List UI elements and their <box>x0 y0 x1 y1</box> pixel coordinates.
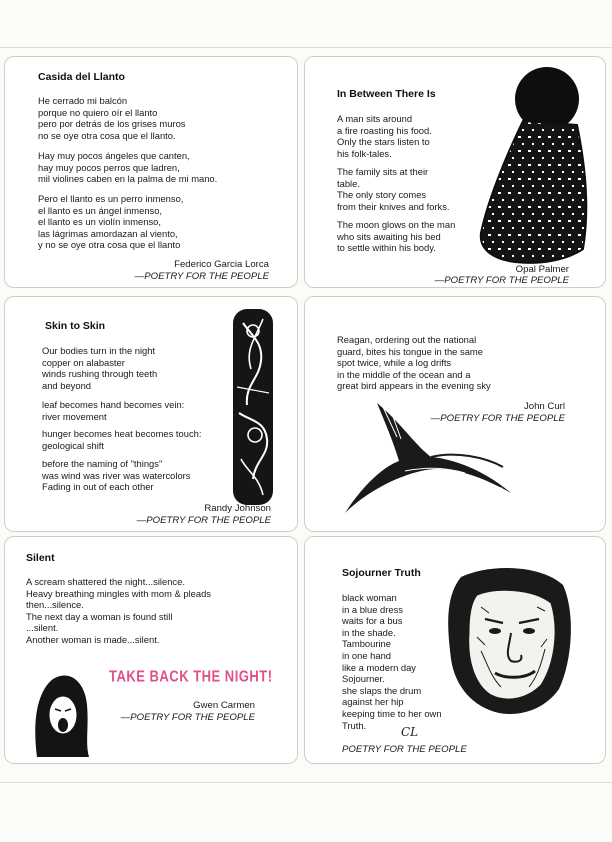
poem-author: Federico Garcia Lorca <box>174 259 269 270</box>
poem-stanza-2: leaf becomes hand becomes vein: river movement <box>42 399 185 422</box>
poem-stanza-2: The family sits at their table. The only story comes from their knives and forks. <box>337 166 450 212</box>
poem-stanza-1: black woman in a blue dress waits for a bus in the shade. Tambourine in one hand like a modern day Sojourner. she slaps the drum against her hip keeping time to her own Truth. <box>342 592 442 731</box>
poem-title: Skin to Skin <box>45 320 106 332</box>
poem-stanza-2: Hay muy pocos ángeles que canten, hay muy pocos perros que ladren, mil violines caben en la palma de mi mano. <box>38 150 218 185</box>
poem-credit: POETRY FOR THE PEOPLE <box>342 744 467 755</box>
poem-credit: —POETRY FOR THE PEOPLE <box>136 515 271 526</box>
poem-card-skin-to-skin <box>4 296 298 532</box>
poem-author: Randy Johnson <box>204 503 271 514</box>
knit-cap-illustration <box>465 63 595 283</box>
slogan-banner: TAKE BACK THE NIGHT! <box>109 667 273 685</box>
page-top-band <box>0 0 612 48</box>
poem-stanza-1: Our bodies turn in the night copper on alabaster winds rushing through teeth and beyond <box>42 345 158 391</box>
poem-title: Sojourner Truth <box>342 567 421 579</box>
poem-author: John Curl <box>523 401 565 412</box>
poem-title: In Between There Is <box>337 88 436 100</box>
poem-stanza-1: A scream shattered the night...silence. Heavy breathing mingles with mom & pleads then...silence. The next day a woman is found still ...silent. Another woman is made...silent. <box>26 576 211 645</box>
poem-title: Silent <box>26 552 55 564</box>
poem-stanza-3: hunger becomes heat becomes touch: geological shift <box>42 428 202 451</box>
poem-card-reagan <box>304 296 606 532</box>
portrait-illustration <box>441 567 575 717</box>
poem-credit: —POETRY FOR THE PEOPLE <box>120 712 255 723</box>
poem-card-silent <box>4 536 298 764</box>
poem-title: Casida del Llanto <box>38 71 125 83</box>
poem-stanza-1: Reagan, ordering out the national guard, bites his tongue in the same spot twice, while a log drifts in the middle of the ocean and a great bird appears in the evening sky <box>337 334 491 392</box>
poem-card-in-between <box>304 56 606 288</box>
poem-author: Gwen Carmen <box>193 700 255 711</box>
poem-stanza-3: Pero el llanto es un perro inmenso, el llanto es un ángel inmenso, el llanto es un violín inmenso, las lágrimas amordazan al viento, y no se oye otra cosa que el llanto <box>38 193 184 251</box>
poem-card-sojourner-truth <box>304 536 606 764</box>
page-bottom-band <box>0 782 612 842</box>
poem-card-casida <box>4 56 298 288</box>
screaming-woman-illustration <box>31 671 89 757</box>
figures-column-illustration <box>233 309 273 505</box>
poem-stanza-1: He cerrado mi balcón porque no quiero oír el llanto pero por detrás de los grises muros no se oye otra cosa que el llanto. <box>38 95 186 141</box>
poem-credit: —POETRY FOR THE PEOPLE <box>430 413 565 424</box>
poem-credit: —POETRY FOR THE PEOPLE <box>134 271 269 282</box>
artist-signature: CL <box>401 725 419 739</box>
poem-credit: —POETRY FOR THE PEOPLE <box>434 275 569 286</box>
poem-stanza-1: A man sits around a fire roasting his food. Only the stars listen to his folk-tales. <box>337 113 432 159</box>
bird-illustration <box>335 401 515 521</box>
poem-stanza-4: before the naming of "things" was wind was river was watercolors Fading in out of each other <box>42 458 191 493</box>
poem-stanza-3: The moon glows on the man who sits awaiting his bed to settle within his body. <box>337 219 456 254</box>
poem-author: Opal Palmer <box>515 264 569 275</box>
